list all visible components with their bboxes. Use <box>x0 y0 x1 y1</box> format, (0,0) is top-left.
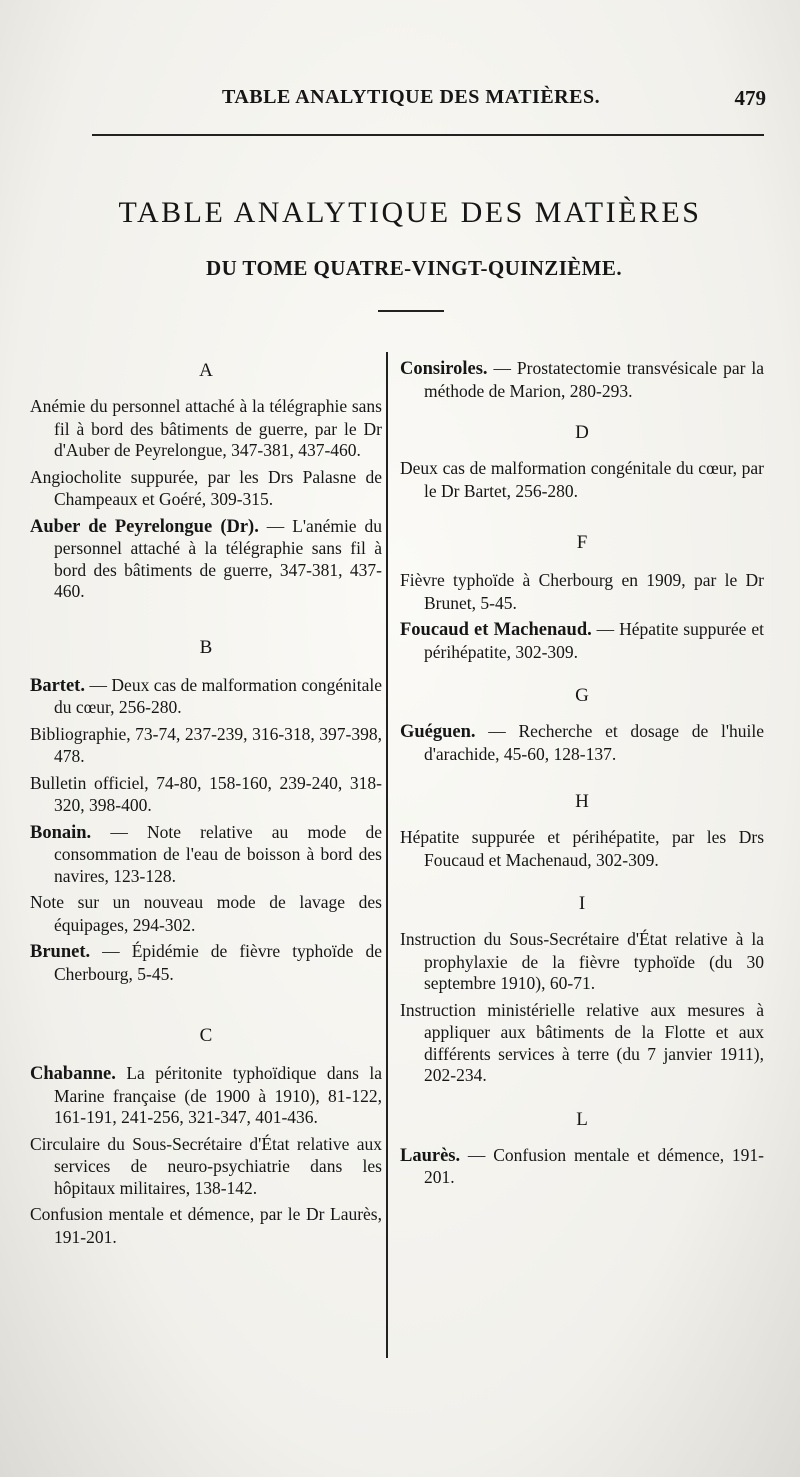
section-letter: H <box>575 791 589 812</box>
running-head: TABLE ANALYTIQUE DES MATIÈRES. <box>222 86 601 108</box>
entry-text: Instruction du Sous-Secrétaire d'État relative à la prophylaxie de la fièvre typhoïde (du 30 septembre 1910), 60-71. <box>400 929 764 993</box>
entry-text: Angiocholite suppurée, par les Drs Palasne de Champeaux et Goéré, 309-315. <box>30 466 382 509</box>
section-a <box>30 360 382 603</box>
section-letter: G <box>575 685 589 706</box>
section-letter: A <box>199 360 213 381</box>
entry-text: Confusion mentale et démence, par le Dr Laurès, 191-201. <box>30 1204 382 1247</box>
section-b <box>30 637 382 986</box>
section-letter: D <box>575 422 589 443</box>
right-column <box>400 358 764 1194</box>
section-letter: C <box>199 1025 213 1046</box>
section-f <box>400 532 764 663</box>
index-entry <box>400 458 764 502</box>
entry-text: Instruction ministérielle relative aux mesures à appliquer aux bâtiments de la Flotte et aux différents services à terre (du 7 janvier 1911), 202-234. <box>400 999 764 1085</box>
page-number: 479 <box>734 86 766 110</box>
index-entry <box>30 724 382 768</box>
index-entry <box>30 1063 382 1129</box>
entry-head: Bonain. <box>30 822 92 843</box>
entry-text: — Prostatectomie transvésicale par la méthode de Marion, 280-293. <box>424 358 764 401</box>
entry-head: Laurès. <box>400 1145 461 1166</box>
entry-head: Brunet. <box>30 942 91 962</box>
index-entry <box>30 516 382 603</box>
entry-text: — L'anémie du personnel attaché à la télégraphie sans fil à bord des bâtiments de guerre, 347-381, 437-460. <box>54 515 383 601</box>
index-entry <box>400 827 764 871</box>
entry-text: — Hépatite suppurée et périhépatite, 302-309. <box>424 619 764 662</box>
index-entry <box>30 1134 382 1200</box>
entry-text: — Deux cas de malformation congénitale du cœur, 256-280. <box>54 674 382 717</box>
entry-head: Foucaud et Machenaud. <box>400 620 592 640</box>
column-divider <box>386 352 388 1358</box>
index-entry <box>400 570 764 614</box>
entry-head: Consiroles. <box>400 359 488 379</box>
section-l <box>400 1109 764 1189</box>
entry-text: Anémie du personnel attaché à la télégraphie sans fil à bord des bâtiments de guerre, par le Dr d'Auber de Peyrelongue, 347-381, 437-460. <box>30 396 382 460</box>
section-h <box>400 791 764 871</box>
section-letter: I <box>578 893 586 914</box>
section-letter: F <box>576 532 588 553</box>
entry-text: Note sur un nouveau mode de lavage des équipages, 294-302. <box>30 892 382 935</box>
entry-text: Circulaire du Sous-Secrétaire d'État relative aux services de neuro-psychiatrie dans les hôpitaux militaires, 138-142. <box>30 1133 382 1198</box>
entry-text: — Épidémie de fièvre typhoïde de Cherbourg, 5-45. <box>54 941 382 984</box>
entry-head: Guéguen. <box>400 722 476 742</box>
page-title: TABLE ANALYTIQUE DES MATIÈRES <box>118 196 702 229</box>
left-column <box>30 358 382 1253</box>
entry-head: Auber de Peyrelongue (Dr). <box>30 516 259 537</box>
index-entry <box>400 929 764 995</box>
section-c-continued <box>400 358 764 402</box>
section-letter: L <box>576 1108 588 1130</box>
index-entry <box>30 675 382 719</box>
index-entry <box>30 467 382 511</box>
index-entry <box>30 1204 382 1248</box>
entry-text: — Note relative au mode de consommation de l'eau de boisson à bord des navires, 123-128. <box>54 821 382 886</box>
entry-text: Fièvre typhoïde à Cherbourg en 1909, par le Dr Brunet, 5-45. <box>400 570 764 613</box>
index-entry <box>400 1000 764 1087</box>
page-subtitle: DU TOME QUATRE-VINGT-QUINZIÈME. <box>206 256 622 280</box>
entry-text: — Confusion mentale et démence, 191-201. <box>424 1144 764 1187</box>
entry-text: Hépatite suppurée et périhépatite, par les Drs Foucaud et Machenaud, 302-309. <box>400 827 764 870</box>
index-entry <box>400 358 764 402</box>
section-i <box>400 893 764 1087</box>
index-entry <box>400 619 764 663</box>
section-d <box>400 422 764 502</box>
entry-text: Deux cas de malformation congénitale du cœur, par le Dr Bartet, 256-280. <box>400 458 764 501</box>
index-entry <box>30 396 382 462</box>
index-entry <box>30 941 382 985</box>
index-entry <box>400 1145 764 1189</box>
header-rule <box>92 134 764 136</box>
index-entry <box>30 773 382 817</box>
section-letter: B <box>199 636 213 658</box>
index-entry <box>30 892 382 936</box>
entry-head: Chabanne. <box>30 1064 116 1084</box>
index-entry <box>400 721 764 765</box>
entry-text: Bibliographie, 73-74, 237-239, 316-318, 397-398, 478. <box>30 723 382 766</box>
entry-text: Bulletin officiel, 74-80, 158-160, 239-240, 318-320, 398-400. <box>30 772 382 815</box>
section-g <box>400 685 764 765</box>
section-c <box>30 1025 382 1248</box>
entry-text: — Recherche et dosage de l'huile d'arachide, 45-60, 128-137. <box>424 721 764 764</box>
entry-text: La péritonite typhoïdique dans la Marine française (de 1900 à 1910), 81-122, 161-191, 241-256, 321-347, 401-436. <box>54 1063 382 1127</box>
entry-head: Bartet. <box>30 675 85 696</box>
title-rule <box>378 310 444 312</box>
index-entry <box>30 822 382 888</box>
